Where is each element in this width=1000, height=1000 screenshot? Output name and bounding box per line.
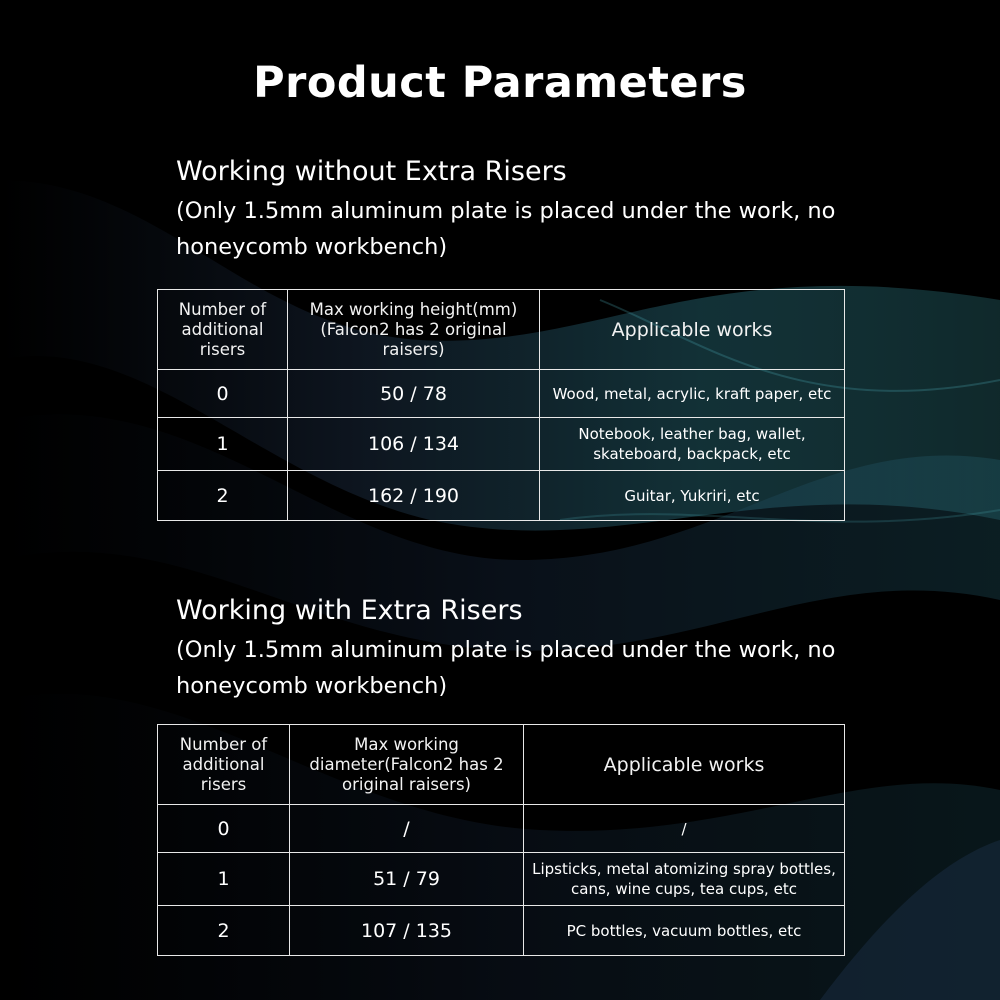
table-row <box>158 853 845 906</box>
section-heading-with-risers: Working with Extra Risers <box>176 595 523 626</box>
cell-works: Notebook, leather bag, wallet, skateboard, backpack, etc <box>540 418 845 471</box>
table-row <box>158 471 845 521</box>
cell-risers: 0 <box>158 805 290 853</box>
table-row <box>158 805 845 853</box>
header-max-diameter: Max working diameter(Falcon2 has 2 original raisers) <box>290 725 524 805</box>
cell-value: 107 / 135 <box>290 906 524 956</box>
cell-value: 106 / 134 <box>288 418 540 471</box>
cell-works: Lipsticks, metal atomizing spray bottles, cans, wine cups, tea cups, etc <box>524 853 845 906</box>
header-max-height: Max working height(mm)(Falcon2 has 2 original raisers) <box>288 290 540 370</box>
cell-value: 50 / 78 <box>288 370 540 418</box>
header-applicable-works: Applicable works <box>540 290 845 370</box>
table-header-row <box>158 725 845 805</box>
cell-works: / <box>524 805 845 853</box>
cell-risers: 1 <box>158 853 290 906</box>
section-heading-without-risers: Working without Extra Risers <box>176 156 567 187</box>
cell-works: Wood, metal, acrylic, kraft paper, etc <box>540 370 845 418</box>
cell-works: Guitar, Yukriri, etc <box>540 471 845 521</box>
header-risers: Number of additional risers <box>158 290 288 370</box>
table-row <box>158 370 845 418</box>
cell-value: 51 / 79 <box>290 853 524 906</box>
table-header-row <box>158 290 845 370</box>
cell-risers: 0 <box>158 370 288 418</box>
cell-risers: 2 <box>158 471 288 521</box>
params-table-with-risers <box>157 724 845 956</box>
cell-value: / <box>290 805 524 853</box>
cell-works: PC bottles, vacuum bottles, etc <box>524 906 845 956</box>
cell-value: 162 / 190 <box>288 471 540 521</box>
cell-risers: 2 <box>158 906 290 956</box>
header-risers: Number of additional risers <box>158 725 290 805</box>
page-title: Product Parameters <box>253 58 747 108</box>
header-applicable-works: Applicable works <box>524 725 845 805</box>
cell-risers: 1 <box>158 418 288 471</box>
table-row <box>158 906 845 956</box>
section-note-without-risers: (Only 1.5mm aluminum plate is placed under the work, no honeycomb workbench) <box>176 198 836 260</box>
section-note-with-risers: (Only 1.5mm aluminum plate is placed under the work, no honeycomb workbench) <box>176 637 836 699</box>
table-row <box>158 418 845 471</box>
params-table-without-risers <box>157 289 845 521</box>
